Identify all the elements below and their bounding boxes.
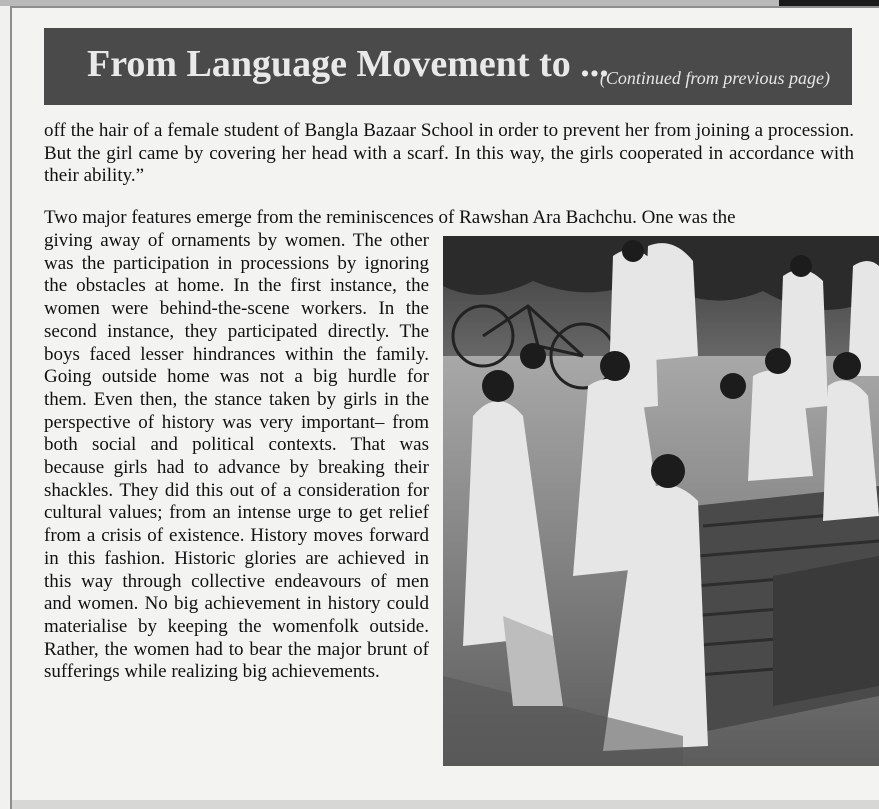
section-banner	[44, 28, 852, 105]
historical-photo	[443, 236, 879, 766]
page-title: From Language Movement to ...	[87, 43, 609, 85]
continued-note: (Continued from previous page)	[599, 68, 830, 88]
article-paragraph-2-body: giving away of ornaments by women. The other was the participation in processions by ignoring the obstacles at home. In the first instance, the women were behind-the-scene workers. In the second instance, they participated directly. The boys faced lesser hindrances within the family. Going outside home was not a big hurdle for them. Even then, the stance taken by girls in the perspective of history was very important– from both social and political contexts. That was because girls had to advance by breaking their shackles. They did this out of a consideration for cultural values; from an intense urge to get relief from a crisis of existence. History moves forward in this fashion. Historic glories are achieved in this way through collective endeavours of men and women. No big achievement in history could materialise by keeping the womenfolk outside. Rather, the women had to bear the major brunt of sufferings while realizing big achievements.	[44, 230, 429, 683]
article-paragraph-1: off the hair of a female student of Bangla Bazaar School in order to prevent her from joining a procession. But the girl came by covering her head with a scarf. In this way, the girls cooperated in accordance with their ability.”	[44, 120, 854, 186]
article-paragraph-2-first-line: Two major features emerge from the reminiscences of Rawshan Ara Bachchu. One was the	[44, 207, 736, 228]
bottom-bar	[12, 800, 879, 809]
